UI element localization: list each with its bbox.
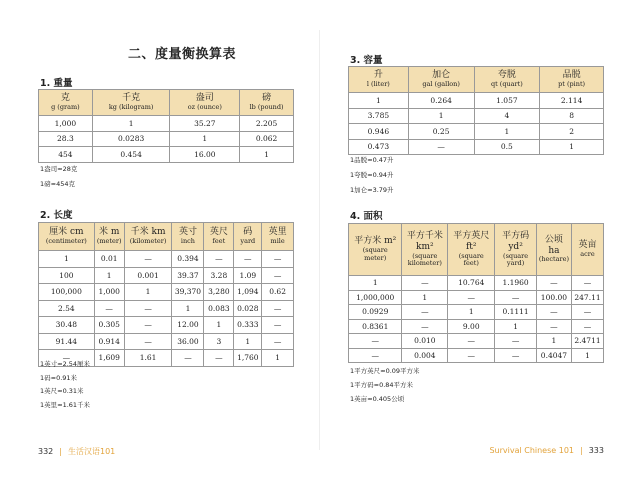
table-cell: 3.785 bbox=[349, 108, 409, 124]
header-en-label: (square kilometer) bbox=[407, 251, 442, 268]
table-cell: — bbox=[262, 267, 294, 284]
length-header-6 bbox=[262, 223, 294, 251]
table-cell: 39.37 bbox=[172, 267, 204, 284]
footer-separator: | bbox=[580, 446, 583, 455]
table-cell: 0.25 bbox=[408, 124, 474, 140]
header-en-label: (square feet) bbox=[458, 251, 484, 268]
table-cell: — bbox=[402, 305, 448, 320]
length-header-0 bbox=[39, 223, 95, 251]
table-cell: 0.004 bbox=[402, 348, 448, 363]
table-cell: — bbox=[204, 251, 234, 268]
area-header-0 bbox=[349, 224, 402, 276]
table-cell: 100.00 bbox=[536, 290, 571, 305]
header-cn-label: 盎司 bbox=[195, 93, 214, 104]
table-cell: 0.454 bbox=[92, 147, 170, 163]
area-header-2 bbox=[448, 224, 495, 276]
table-row bbox=[39, 131, 294, 147]
table-cell: 12.00 bbox=[172, 317, 204, 334]
table-cell: — bbox=[536, 305, 571, 320]
length-header-4 bbox=[204, 223, 234, 251]
table-cell: — bbox=[262, 251, 294, 268]
volume-note: 1加仑≈3.79升 bbox=[350, 186, 394, 194]
header-cn-label: 平方千米 km² bbox=[406, 230, 443, 252]
table-cell: 8 bbox=[540, 108, 604, 124]
table-cell: 0.264 bbox=[408, 93, 474, 109]
length-header-row bbox=[39, 223, 294, 251]
table-cell: 100 bbox=[39, 267, 95, 284]
table-cell: — bbox=[349, 334, 402, 349]
table-row bbox=[349, 93, 604, 109]
weight-header-1 bbox=[92, 90, 170, 116]
table-row bbox=[349, 319, 604, 334]
table-cell: 3 bbox=[204, 333, 234, 350]
table-cell: 0.01 bbox=[94, 251, 124, 268]
header-en-label: (centimeter) bbox=[45, 237, 87, 245]
table-cell: — bbox=[124, 251, 172, 268]
header-en-label: (meter) bbox=[96, 237, 122, 245]
length-note: 1英寸≈2.54厘米 bbox=[40, 360, 91, 368]
volume-header-3 bbox=[540, 67, 604, 93]
area-header-1 bbox=[402, 224, 448, 276]
table-cell: 0.4047 bbox=[536, 348, 571, 363]
table-cell: 1,760 bbox=[234, 350, 262, 367]
table-cell: 1 bbox=[448, 305, 495, 320]
table-row bbox=[349, 276, 604, 291]
table-cell: 2 bbox=[540, 124, 604, 140]
weight-header-3 bbox=[240, 90, 294, 116]
table-row bbox=[349, 305, 604, 320]
table-cell: 0.001 bbox=[124, 267, 172, 284]
table-cell: 1 bbox=[172, 300, 204, 317]
table-cell: — bbox=[408, 139, 474, 155]
area-table bbox=[348, 223, 604, 363]
table-cell: 1.61 bbox=[124, 350, 172, 367]
volume-header-1 bbox=[408, 67, 474, 93]
volume-header-2 bbox=[474, 67, 540, 93]
table-cell: 1 bbox=[262, 350, 294, 367]
header-en-label: kg (kilogram) bbox=[108, 103, 154, 111]
volume-note: 1夸脱≈0.94升 bbox=[350, 171, 394, 179]
table-cell: — bbox=[234, 251, 262, 268]
area-header-row bbox=[349, 224, 604, 276]
table-row bbox=[39, 333, 294, 350]
table-cell: 36.00 bbox=[172, 333, 204, 350]
table-cell: — bbox=[495, 348, 536, 363]
table-cell: 0.914 bbox=[94, 333, 124, 350]
header-cn-label: 品脱 bbox=[562, 70, 581, 81]
length-note: 1英尺≈0.31米 bbox=[40, 387, 84, 395]
table-cell: 4 bbox=[474, 108, 540, 124]
area-header-5 bbox=[572, 224, 604, 276]
table-cell: 10.764 bbox=[448, 276, 495, 291]
table-cell: — bbox=[495, 334, 536, 349]
table-cell: 1 bbox=[240, 147, 294, 163]
area-section-title: 4. 面积 bbox=[350, 211, 383, 222]
table-cell: 2.54 bbox=[39, 300, 95, 317]
table-cell: 0.305 bbox=[94, 317, 124, 334]
table-cell: — bbox=[262, 317, 294, 334]
volume-table bbox=[348, 66, 604, 155]
header-cn-label: 加仑 bbox=[432, 70, 451, 81]
table-cell: 1,000 bbox=[94, 284, 124, 301]
table-cell: 16.00 bbox=[170, 147, 240, 163]
table-row bbox=[349, 290, 604, 305]
table-cell: 1 bbox=[94, 267, 124, 284]
table-cell: 28.3 bbox=[39, 131, 93, 147]
table-cell: 1,000,000 bbox=[349, 290, 402, 305]
header-en-label: inch bbox=[180, 237, 195, 245]
table-row bbox=[39, 267, 294, 284]
length-header-1 bbox=[94, 223, 124, 251]
table-cell: — bbox=[349, 348, 402, 363]
table-cell: 0.083 bbox=[204, 300, 234, 317]
table-cell: 1 bbox=[349, 93, 409, 109]
table-cell: — bbox=[124, 317, 172, 334]
table-cell: 0.1111 bbox=[495, 305, 536, 320]
length-note: 1英里≈1.61千米 bbox=[40, 400, 91, 409]
table-cell: — bbox=[262, 333, 294, 350]
table-cell: — bbox=[204, 350, 234, 367]
area-header-3 bbox=[495, 224, 536, 276]
header-en-label: feet bbox=[212, 237, 226, 245]
table-row bbox=[39, 147, 294, 163]
area-body bbox=[349, 276, 604, 363]
table-cell: 0.5 bbox=[474, 139, 540, 155]
table-cell: 1 bbox=[402, 290, 448, 305]
header-en-label: (kilometer) bbox=[129, 237, 167, 245]
table-cell: 9.00 bbox=[448, 319, 495, 334]
table-cell: — bbox=[124, 333, 172, 350]
right-page-number: 333 bbox=[588, 446, 604, 455]
table-cell: 1 bbox=[408, 108, 474, 124]
length-body bbox=[39, 251, 294, 367]
table-cell: 1 bbox=[540, 139, 604, 155]
header-en-label: (square meter) bbox=[362, 246, 388, 262]
header-cn-label: 平方英尺 ft² bbox=[453, 230, 490, 252]
header-cn-label: 公顷 ha bbox=[544, 234, 563, 256]
table-cell: 0.0929 bbox=[349, 305, 402, 320]
table-cell: 0.8361 bbox=[349, 319, 402, 334]
table-cell: 1.09 bbox=[234, 267, 262, 284]
table-cell: 1 bbox=[170, 131, 240, 147]
table-cell: 3,280 bbox=[204, 284, 234, 301]
table-cell: 1 bbox=[92, 116, 170, 132]
table-cell: — bbox=[448, 334, 495, 349]
header-cn-label: 厘米 cm bbox=[49, 227, 84, 238]
table-cell: — bbox=[402, 319, 448, 334]
header-cn-label: 英尺 bbox=[209, 227, 228, 238]
table-cell: 1 bbox=[536, 334, 571, 349]
header-en-label: oz (ounce) bbox=[187, 103, 222, 111]
volume-body bbox=[349, 93, 604, 155]
weight-note: 1盎司≈28克 bbox=[40, 165, 78, 173]
table-cell: 1,000 bbox=[39, 116, 93, 132]
table-row bbox=[39, 284, 294, 301]
header-cn-label: 英亩 bbox=[578, 240, 597, 251]
length-section-title: 2. 长度 bbox=[40, 210, 73, 221]
header-cn-label: 平方米 m² bbox=[354, 236, 397, 247]
table-cell: 1,609 bbox=[94, 350, 124, 367]
area-note: 1平方英尺≈0.09平方米 bbox=[350, 367, 420, 375]
left-page-number: 332 bbox=[38, 447, 54, 456]
table-cell: 0.028 bbox=[234, 300, 262, 317]
table-cell: — bbox=[448, 348, 495, 363]
page-gutter bbox=[319, 30, 320, 450]
length-note: 1码≈0.91米 bbox=[40, 373, 78, 382]
table-cell: 3.28 bbox=[204, 267, 234, 284]
table-cell: 91.44 bbox=[39, 333, 95, 350]
weight-note: 1磅≈454克 bbox=[40, 180, 75, 188]
table-cell: 1 bbox=[474, 124, 540, 140]
weight-header-0 bbox=[39, 90, 93, 116]
table-cell: 0.010 bbox=[402, 334, 448, 349]
table-row bbox=[349, 348, 604, 363]
header-en-label: (hectare) bbox=[538, 255, 570, 264]
table-cell: 454 bbox=[39, 147, 93, 163]
table-cell: 1.057 bbox=[474, 93, 540, 109]
footer-right bbox=[489, 446, 604, 455]
table-cell: 1 bbox=[124, 284, 172, 301]
table-cell: 0.062 bbox=[240, 131, 294, 147]
weight-section-title: 1. 重量 bbox=[40, 78, 73, 89]
table-cell: — bbox=[495, 290, 536, 305]
table-row bbox=[349, 108, 604, 124]
table-cell: — bbox=[172, 350, 204, 367]
header-cn-label: 米 m bbox=[98, 227, 120, 238]
table-cell: 1,094 bbox=[234, 284, 262, 301]
length-header-3 bbox=[172, 223, 204, 251]
header-cn-label: 千米 km bbox=[130, 227, 166, 238]
table-cell: — bbox=[402, 276, 448, 291]
table-row bbox=[39, 116, 294, 132]
header-en-label: g (gram) bbox=[51, 103, 80, 111]
table-cell: — bbox=[94, 300, 124, 317]
header-en-label: mile bbox=[270, 237, 285, 245]
length-header-2 bbox=[124, 223, 172, 251]
footer-separator: | bbox=[59, 447, 62, 456]
table-cell: 247.11 bbox=[572, 290, 604, 305]
header-cn-label: 码 bbox=[243, 227, 253, 238]
header-cn-label: 平方码 yd² bbox=[502, 230, 530, 252]
table-cell: 1 bbox=[572, 348, 604, 363]
table-cell: 0.0283 bbox=[92, 131, 170, 147]
table-cell: — bbox=[572, 276, 604, 291]
table-row bbox=[349, 139, 604, 155]
table-row bbox=[39, 317, 294, 334]
table-cell: 30.48 bbox=[39, 317, 95, 334]
table-cell: 39,370 bbox=[172, 284, 204, 301]
volume-header-0 bbox=[349, 67, 409, 93]
table-cell: 0.473 bbox=[349, 139, 409, 155]
left-book-title: 生活汉语101 bbox=[67, 447, 116, 456]
area-note: 1英亩≈0.405公顷 bbox=[350, 395, 405, 403]
header-cn-label: 夸脱 bbox=[497, 70, 516, 81]
table-cell: — bbox=[536, 319, 571, 334]
length-table bbox=[38, 222, 294, 367]
area-note: 1平方码≈0.84平方米 bbox=[350, 381, 414, 389]
right-book-title: Survival Chinese 101 bbox=[489, 446, 575, 455]
area-header-4 bbox=[536, 224, 571, 276]
table-row bbox=[349, 124, 604, 140]
table-cell: 1 bbox=[204, 317, 234, 334]
header-cn-label: 升 bbox=[373, 70, 383, 81]
weight-table bbox=[38, 89, 294, 163]
table-cell: — bbox=[39, 350, 95, 367]
table-row bbox=[39, 251, 294, 268]
footer-left bbox=[38, 446, 115, 457]
table-cell: 35.27 bbox=[170, 116, 240, 132]
header-cn-label: 千克 bbox=[122, 93, 141, 104]
table-cell: — bbox=[262, 300, 294, 317]
header-en-label: yard bbox=[240, 237, 256, 245]
weight-body bbox=[39, 116, 294, 163]
header-en-label: (square yard) bbox=[503, 251, 529, 268]
table-cell: 0.946 bbox=[349, 124, 409, 140]
table-cell: — bbox=[572, 305, 604, 320]
volume-section-title: 3. 容量 bbox=[350, 55, 383, 66]
table-cell: 0.62 bbox=[262, 284, 294, 301]
length-header-5 bbox=[234, 223, 262, 251]
table-row bbox=[349, 334, 604, 349]
header-cn-label: 磅 bbox=[262, 93, 272, 104]
volume-header-row bbox=[349, 67, 604, 93]
table-cell: 1.1960 bbox=[495, 276, 536, 291]
table-cell: 1 bbox=[495, 319, 536, 334]
table-cell: 2.205 bbox=[240, 116, 294, 132]
table-cell: 0.333 bbox=[234, 317, 262, 334]
table-cell: 1 bbox=[349, 276, 402, 291]
table-cell: 2.4711 bbox=[572, 334, 604, 349]
weight-header-row bbox=[39, 90, 294, 116]
header-cn-label: 英里 bbox=[268, 227, 287, 238]
table-cell: — bbox=[572, 319, 604, 334]
header-en-label: qt (quart) bbox=[490, 80, 523, 88]
table-row bbox=[39, 300, 294, 317]
weight-header-2 bbox=[170, 90, 240, 116]
header-en-label: pt (pint) bbox=[558, 80, 586, 88]
table-cell: — bbox=[536, 276, 571, 291]
table-cell: 0.394 bbox=[172, 251, 204, 268]
table-cell: — bbox=[124, 300, 172, 317]
table-cell: 100,000 bbox=[39, 284, 95, 301]
header-en-label: l (liter) bbox=[366, 80, 390, 88]
page-title: 二、度量衡换算表 bbox=[128, 47, 237, 62]
header-en-label: acre bbox=[580, 250, 595, 258]
volume-note: 1品脱≈0.47升 bbox=[350, 156, 394, 164]
table-cell: — bbox=[448, 290, 495, 305]
header-cn-label: 英寸 bbox=[178, 227, 197, 238]
header-en-label: lb (pound) bbox=[249, 103, 284, 111]
table-cell: 1 bbox=[39, 251, 95, 268]
header-cn-label: 克 bbox=[60, 93, 70, 104]
table-cell: 1 bbox=[234, 333, 262, 350]
header-en-label: gal (gallon) bbox=[422, 80, 460, 88]
table-cell: 2.114 bbox=[540, 93, 604, 109]
